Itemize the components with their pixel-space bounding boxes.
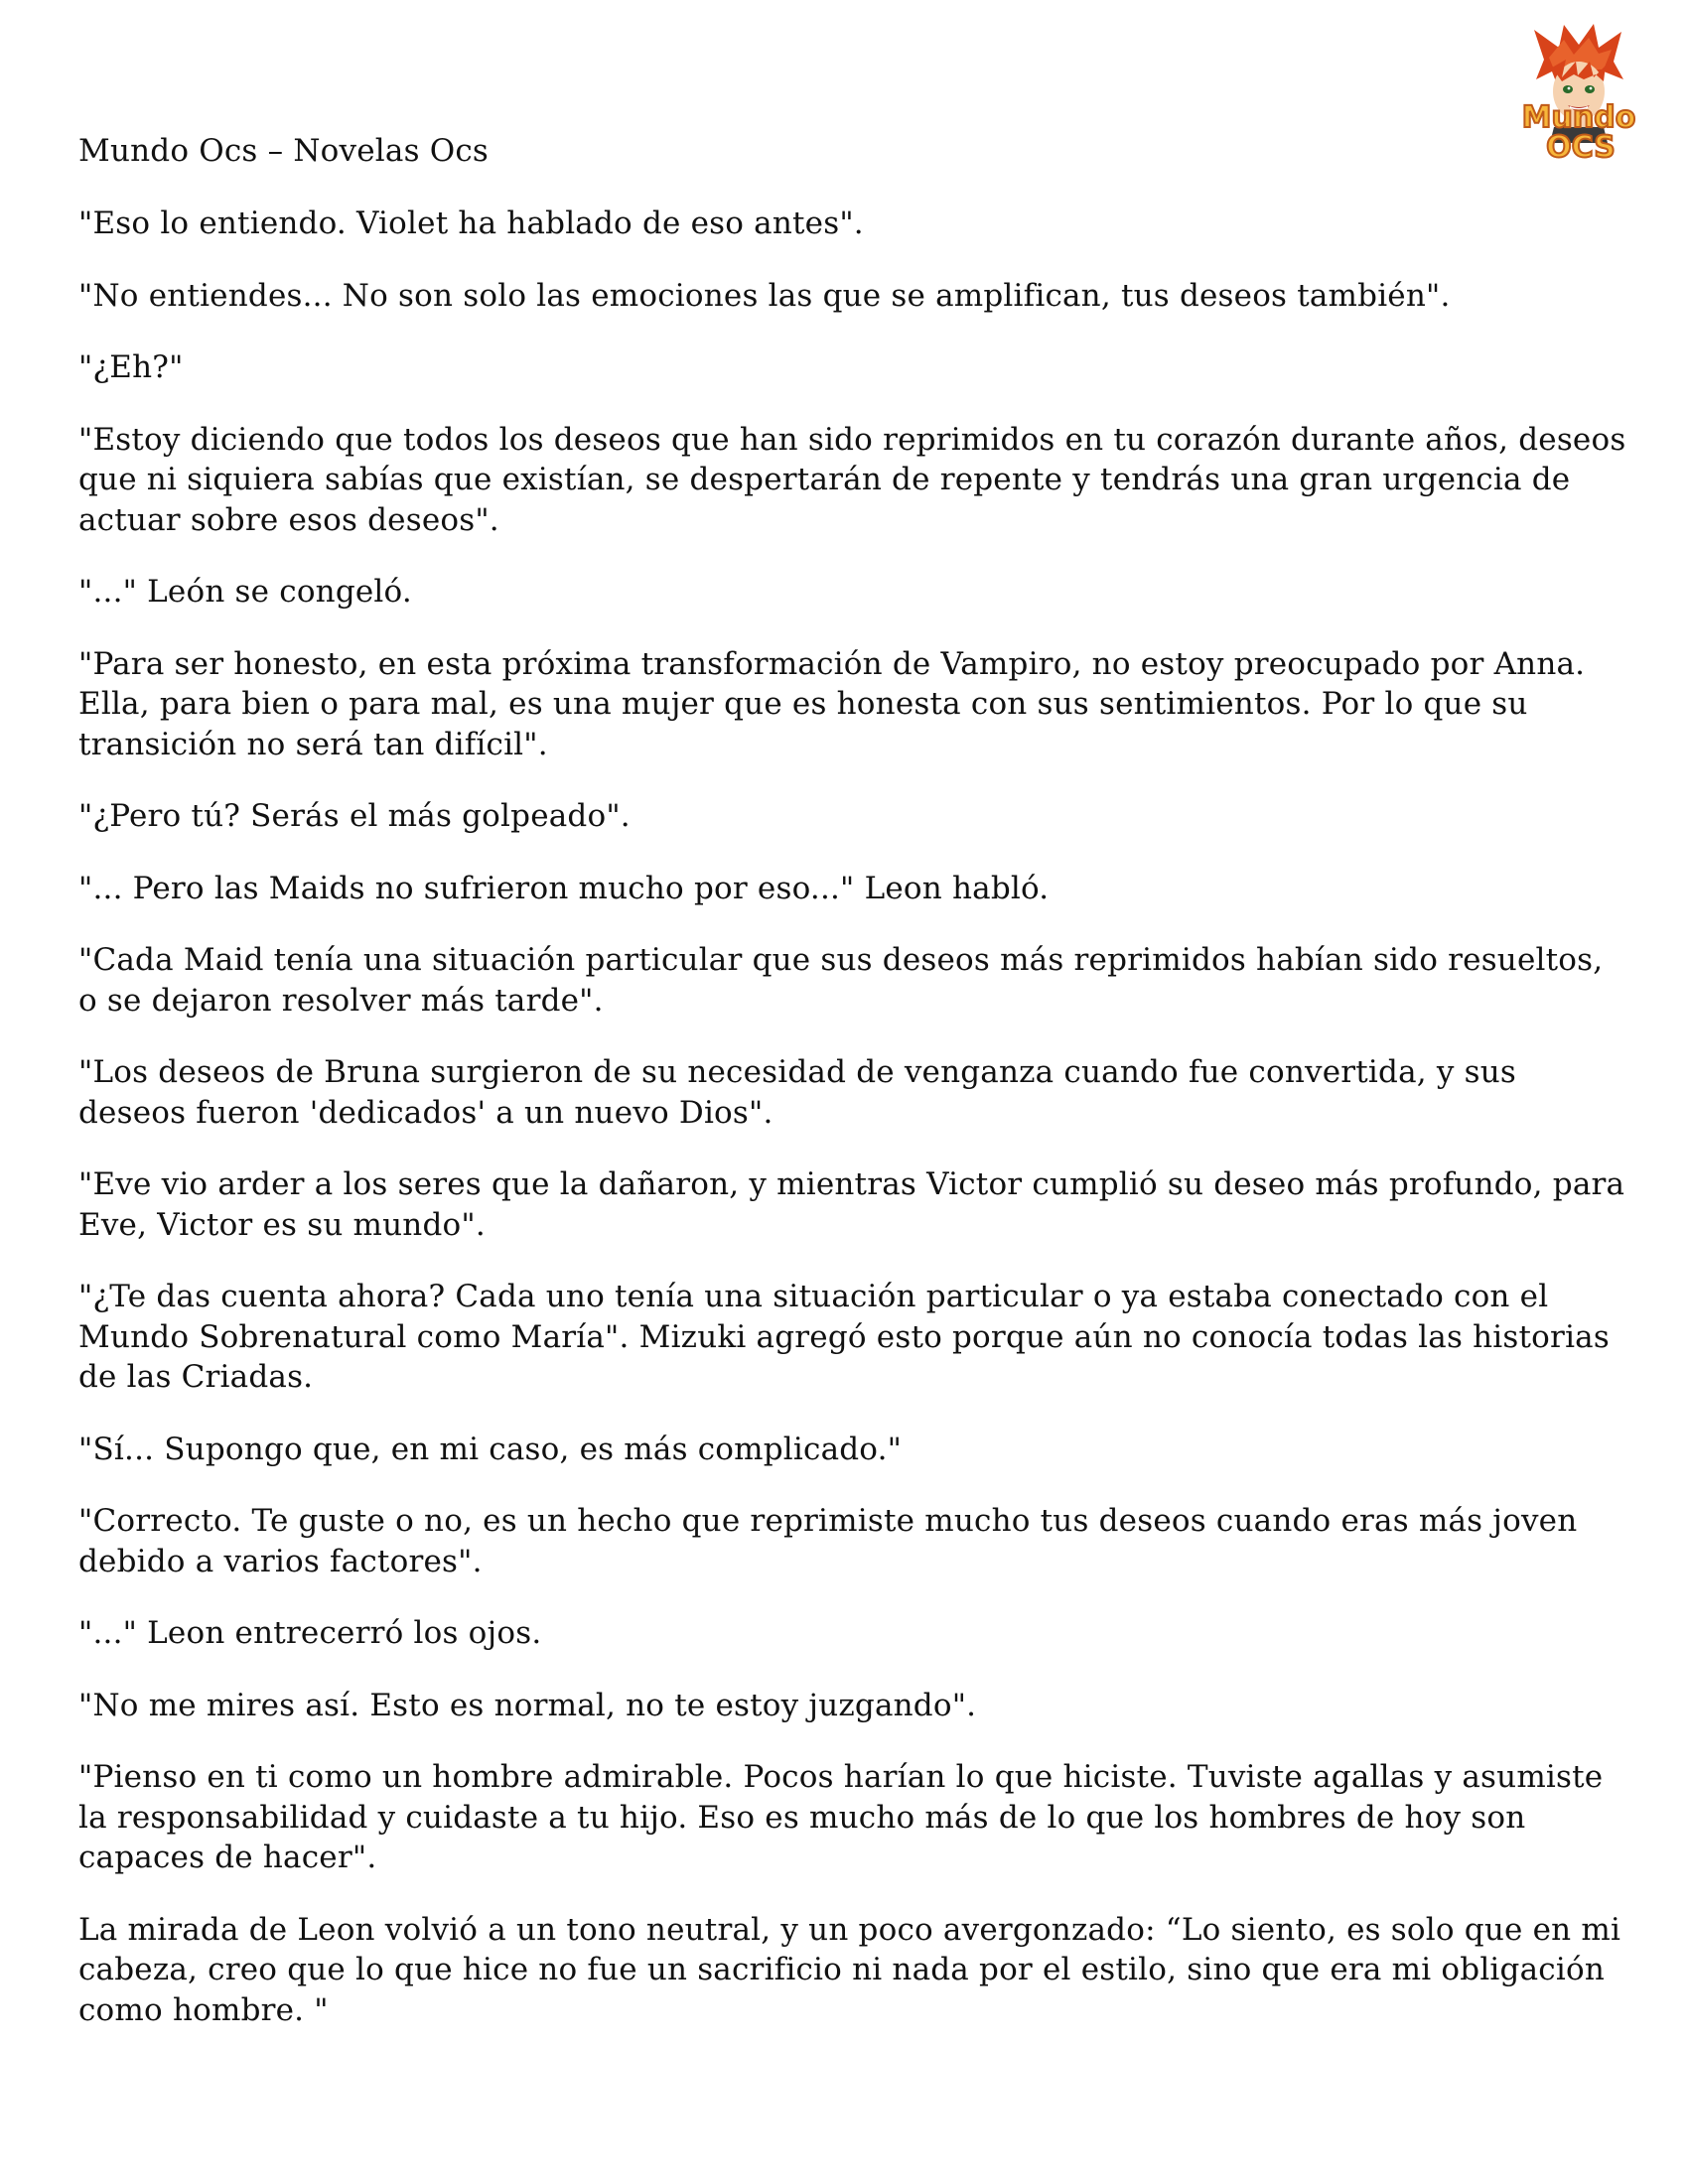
paragraph: "Cada Maid tenía una situación particular que sus deseos más reprimidos habían sido resueltos, o se dejaron resolver más tarde".	[78, 942, 1604, 1019]
paragraph: "Eso lo entiendo. Violet ha hablado de eso antes".	[78, 205, 864, 241]
paragraph: "Para ser honesto, en esta próxima transformación de Vampiro, no estoy preocupado por Anna. Ella, para bien o para mal, es una mujer que es honesta con sus sentimientos. Por lo que su transición no será tan difícil".	[78, 645, 1586, 762]
paragraph: "¿Eh?"	[78, 349, 184, 385]
mundo-ocs-logo	[1504, 20, 1653, 169]
paragraph: "No me mires así. Esto es normal, no te estoy juzgando".	[78, 1687, 977, 1723]
logo-text-line2: OCS	[1546, 130, 1616, 165]
paragraph: La mirada de Leon volvió a un tono neutral, y un poco avergonzado: “Lo siento, es solo que en mi cabeza, creo que lo que hice no fue un sacrificio ni nada por el estilo, sino que era mi obligación como hombre. "	[78, 1911, 1621, 2028]
logo-text-line1: Mundo	[1521, 100, 1636, 135]
paragraph: "Eve vio arder a los seres que la dañaron, y mientras Victor cumplió su deseo más profundo, para Eve, Victor es su mundo".	[78, 1166, 1625, 1243]
paragraph: "... Pero las Maids no sufrieron mucho por eso..." Leon habló.	[78, 870, 1050, 906]
page-header: Mundo Ocs – Novelas Ocs	[78, 133, 490, 169]
paragraph: "Pienso en ti como un hombre admirable. Pocos harían lo que hiciste. Tuviste agallas y asumiste la responsabilidad y cuidaste a tu hijo. Eso es mucho más de lo que los hombres de hoy son capaces de hacer".	[78, 1759, 1604, 1875]
document-body	[78, 204, 1627, 2062]
paragraph: "..." León se congeló.	[78, 574, 412, 610]
paragraph: "Los deseos de Bruna surgieron de su necesidad de venganza cuando fue convertida, y sus deseos fueron 'dedicados' a un nuevo Dios".	[78, 1054, 1517, 1131]
paragraph: "Estoy diciendo que todos los deseos que han sido reprimidos en tu corazón durante años, deseos que ni siquiera sabías que existían, se despertarán de repente y tendrás una gran urgencia de actuar sobre esos deseos".	[78, 421, 1626, 538]
paragraph: "¿Te das cuenta ahora? Cada uno tenía una situación particular o ya estaba conectado con el Mundo Sobrenatural como María". Mizuki agregó esto porque aún no conocía todas las historias de las Criadas.	[78, 1279, 1610, 1395]
paragraph: "Correcto. Te guste o no, es un hecho que reprimiste mucho tus deseos cuando eras más joven debido a varios factores".	[78, 1503, 1578, 1579]
paragraph: "¿Pero tú? Serás el más golpeado".	[78, 798, 631, 834]
paragraph: "..." Leon entrecerró los ojos.	[78, 1615, 542, 1651]
paragraph: "No entiendes... No son solo las emociones las que se amplifican, tus deseos también".	[78, 277, 1451, 314]
paragraph: "Sí... Supongo que, en mi caso, es más complicado."	[78, 1431, 903, 1467]
